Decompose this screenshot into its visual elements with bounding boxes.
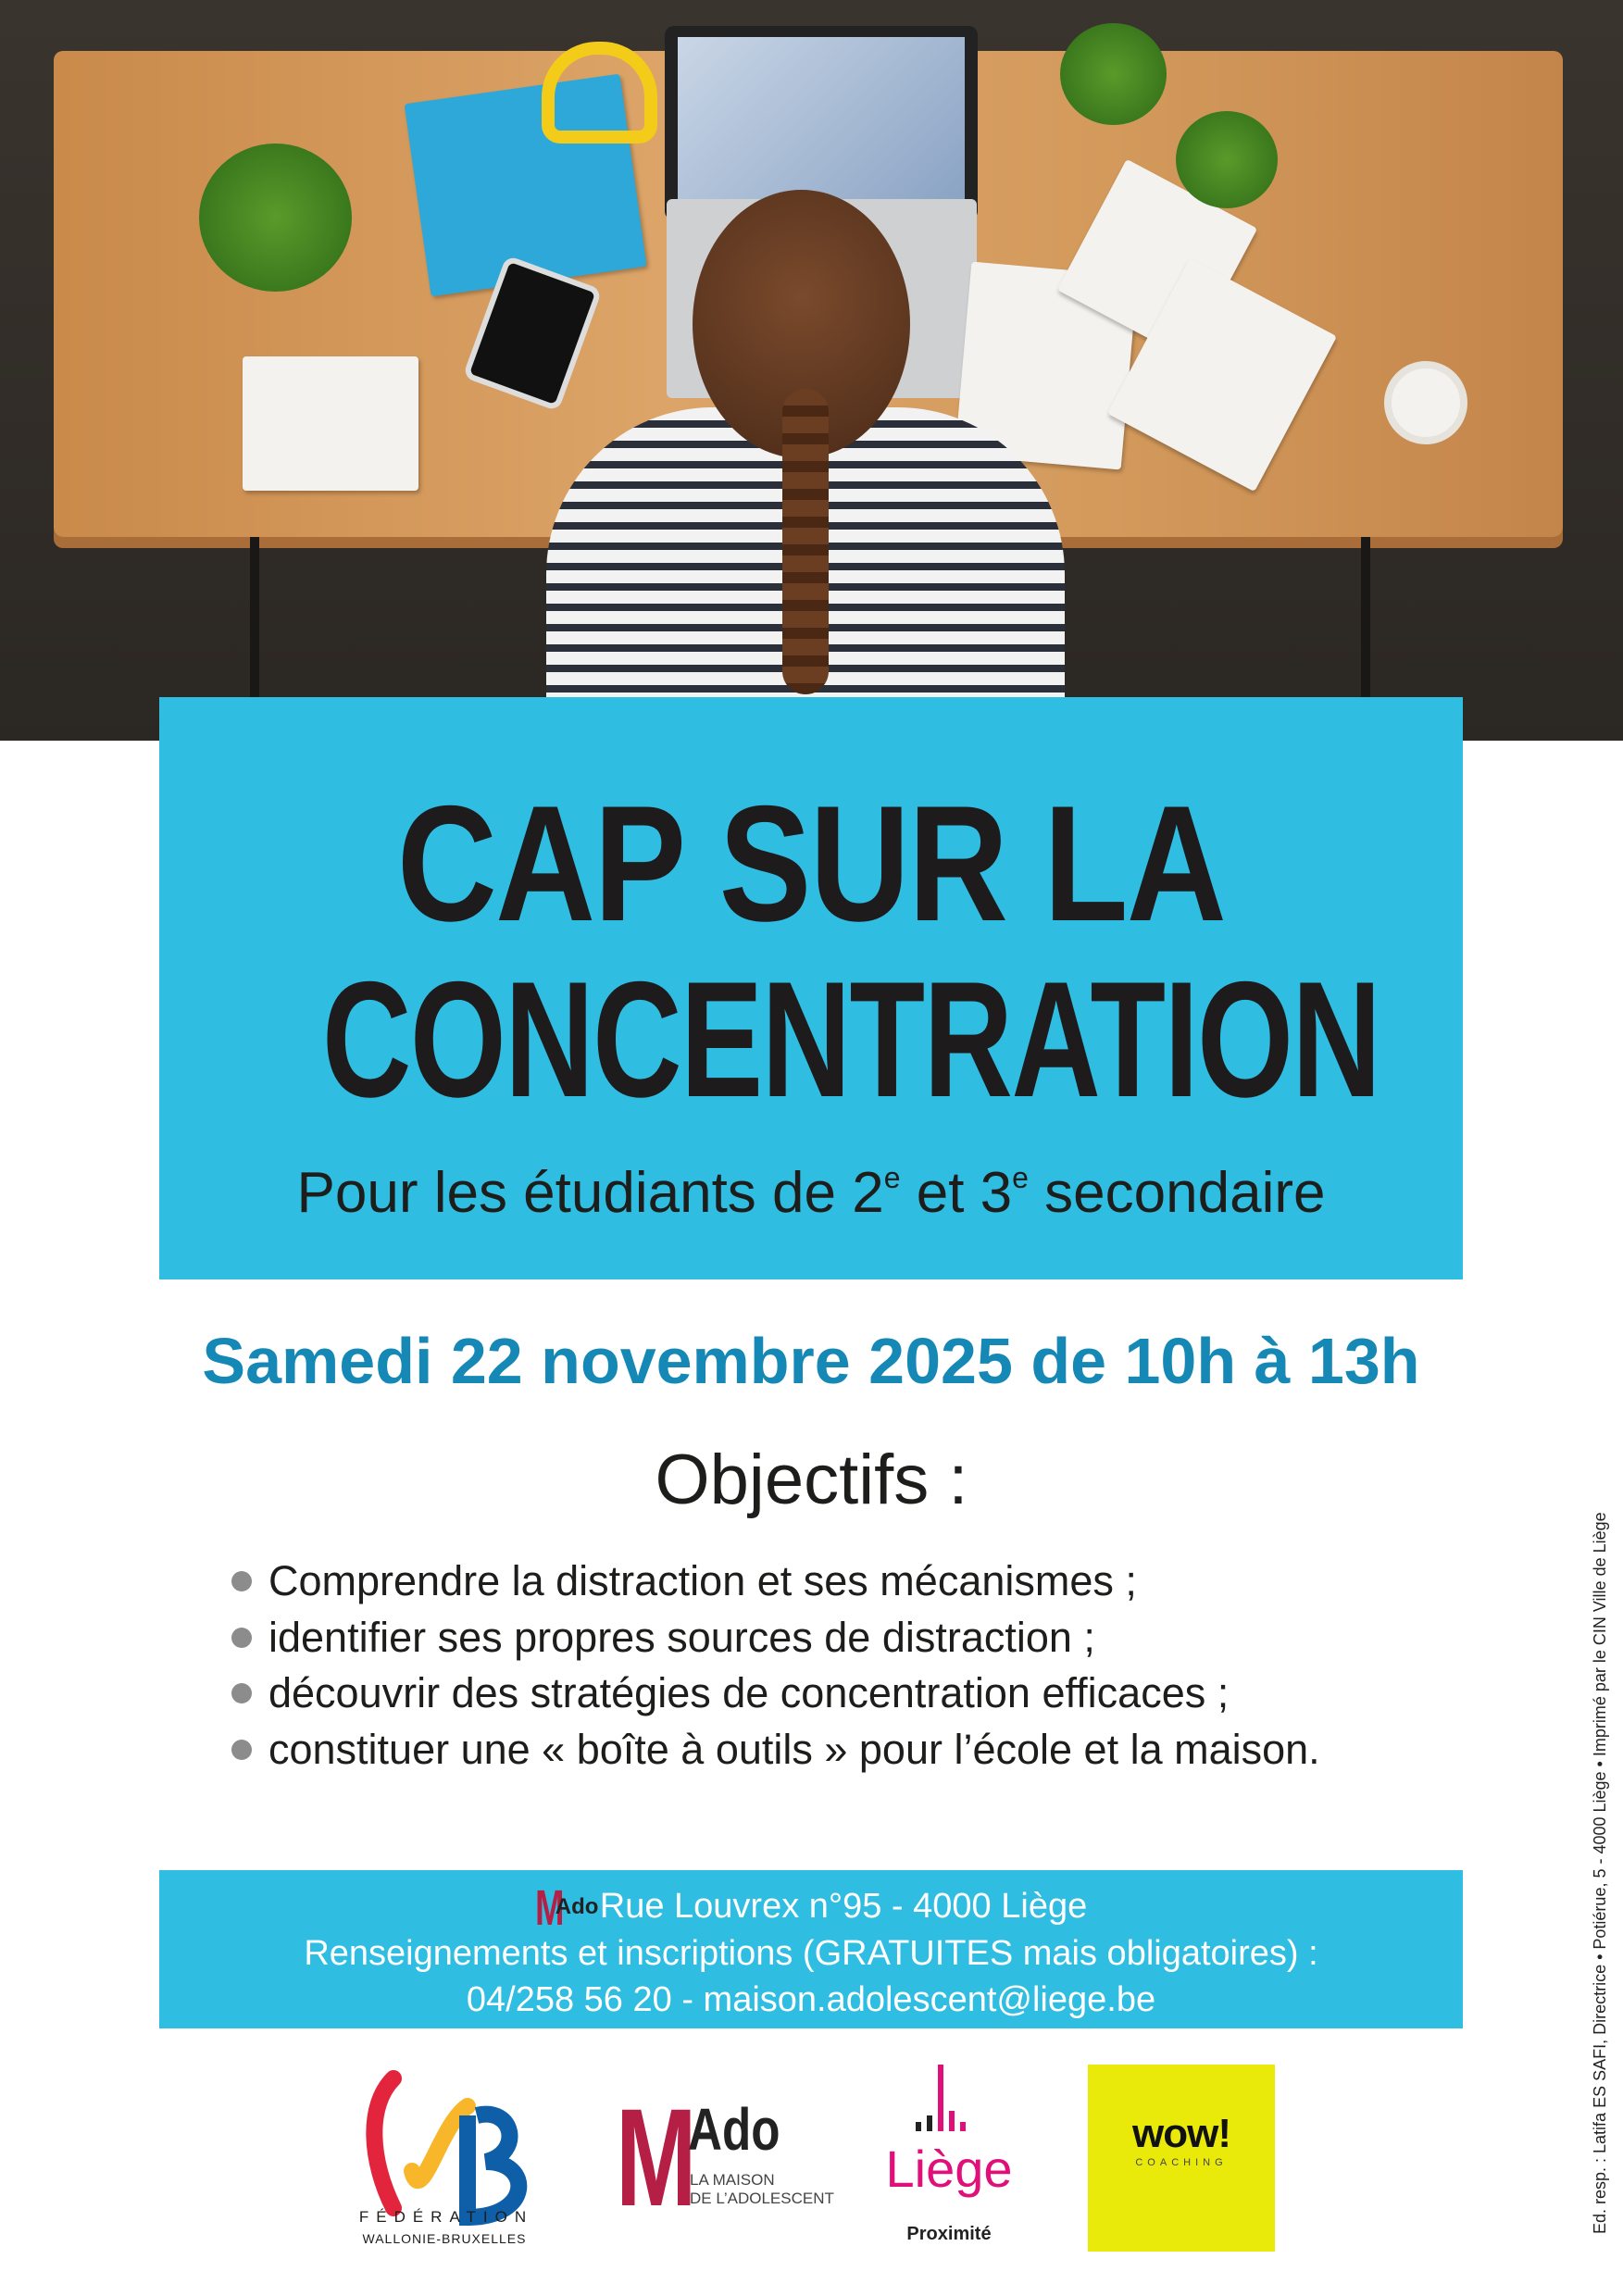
hero-photo-student-at-desk [0,0,1623,741]
contact-banner [159,1870,1463,2028]
mado-logo [616,2079,834,2235]
mado-small-logo: M Ado [534,1879,599,1936]
subtitle-text: et 3 [900,1161,1013,1225]
cup [1384,361,1467,444]
title-line-1: CAP SUR LA [396,771,1226,955]
event-date: Samedi 22 novembre 2025 de 10h à 13h [202,1325,1420,1397]
notebook [243,356,418,491]
liege-name: Liège [885,2140,1013,2198]
plant [1060,23,1167,125]
list-item-text: identifier ses propres sources de distraction ; [268,1613,1095,1661]
title-line-2: CONCENTRATION [322,947,1380,1131]
subtitle-text: secondaire [1028,1161,1326,1225]
bullet-icon [231,1740,252,1760]
liege-sub: Proximité [906,2224,992,2244]
list-item-text: découvrir des stratégies de concentration efficaces ; [268,1669,1230,1716]
list-item-text: constituer une « boîte à outils » pour l’école et la maison. [268,1725,1320,1773]
objectives-heading: Objectifs : [655,1441,968,1519]
publisher-notice: Ed. resp. : Latifa ES SAFI, Directrice • Potiérue, 5 - 4000 Liège • Imprimé par le CIN Ville de Liège [1591,1512,1609,2234]
bullet-icon [231,1628,252,1648]
plant [1176,111,1278,208]
subtitle-text: Pour les étudiants de 2 [296,1161,884,1225]
liege-proximite-logo [884,2065,1014,2259]
superscript: e [1012,1161,1029,1194]
federation-wallonie-bruxelles-logo [356,2069,542,2254]
plant [199,144,352,292]
list-item [231,1666,1320,1722]
wow-coaching-logo [1088,2065,1275,2252]
superscript: e [883,1161,901,1194]
wow-name: wow! [1132,2111,1230,2156]
braid [782,389,829,694]
bullet-icon [231,1571,252,1591]
wow-sub: COACHING [1135,2157,1228,2168]
registration-text: Renseignements et inscriptions (GRATUITES mais obligatoires) : [304,1933,1318,1973]
headphones [542,42,657,144]
list-item [231,1610,1320,1666]
subtitle [159,1160,1463,1226]
mado-line-1: LA MAISON [690,2171,775,2189]
bullet-icon [231,1683,252,1703]
list-item-text: Comprendre la distraction et ses mécanismes ; [268,1557,1137,1604]
mado-name: Ado [688,2096,780,2163]
federation-line-1: FÉDÉRATION [358,2208,534,2226]
title-banner [159,697,1463,1279]
list-item [231,1554,1320,1610]
laptop-screen [678,37,965,204]
address-line [159,1879,1463,1936]
mado-mark: M [616,2079,697,2235]
address: Rue Louvrex n°95 - 4000 Liège [599,1887,1088,1926]
federation-line-2: WALLONIE-BRUXELLES [362,2231,527,2246]
liege-bars-icon [912,2065,986,2139]
contact-info[interactable]: 04/258 56 20 - maison.adolescent@liege.be [466,1979,1156,2019]
objectives-list [231,1554,1320,1778]
mado-line-2: DE L’ADOLESCENT [690,2190,834,2207]
list-item [231,1722,1320,1778]
